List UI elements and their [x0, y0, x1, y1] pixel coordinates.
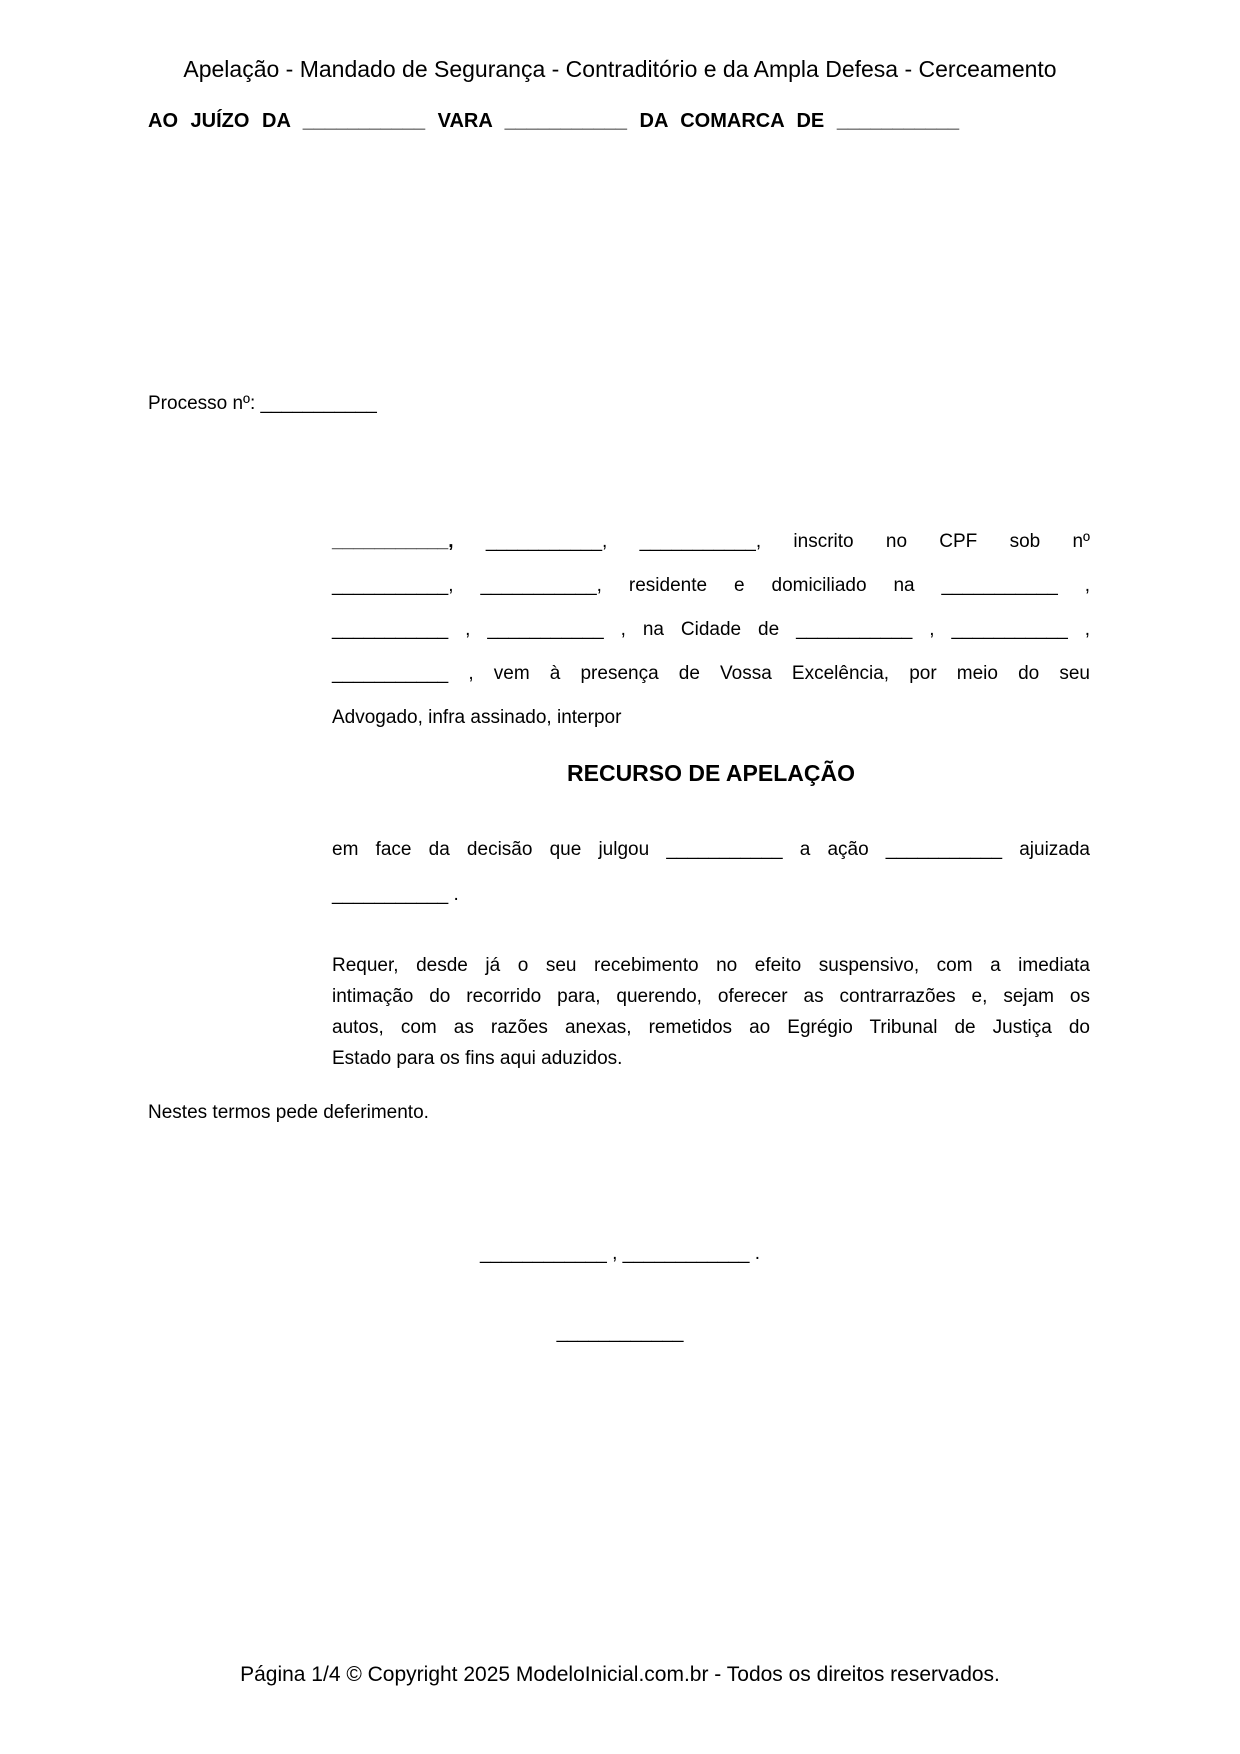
requer-paragraph [332, 950, 1090, 1074]
em-face-paragraph [332, 827, 1090, 917]
em-face-line-1: em face da decisão que julgou ___________ a ação ___________ ajuizada [332, 839, 1090, 860]
requer-line-2: intimação do recorrido para, querendo, oferecer as contrarrazões e, sejam os [332, 986, 1090, 1007]
qualification-line-1-text: ___________, ___________, inscrito no CPF sob nº [485, 531, 1090, 552]
qualification-line-5: Advogado, infra assinado, interpor [332, 707, 622, 728]
qualification-line-4: ___________ , vem à presença de Vossa Excelência, por meio do seu [332, 663, 1090, 684]
requer-line-3: autos, com as razões anexas, remetidos ao Egrégio Tribunal de Justiça do [332, 1017, 1090, 1038]
qualification-line-3: ___________ , ___________ , na Cidade de ___________ , ___________ , [332, 619, 1090, 640]
qualification-paragraph [332, 520, 1090, 740]
requer-line-4: Estado para os fins aqui aduzidos. [332, 1048, 623, 1069]
qualification-line-2: ___________, ___________, residente e domiciliado na ___________ , [332, 575, 1090, 596]
closing-line: Nestes termos pede deferimento. [148, 1102, 429, 1123]
page-footer: Página 1/4 © Copyright 2025 ModeloInicial.com.br - Todos os direitos reservados. [240, 1663, 1000, 1686]
addressing-line: AO JUÍZO DA ___________ VARA ___________ DA COMARCA DE ___________ [148, 110, 960, 132]
qualification-line-1 [332, 520, 1090, 564]
process-number-line: Processo nº: ___________ [148, 393, 377, 414]
document-title: Apelação - Mandado de Segurança - Contraditório e da Ampla Defesa - Cerceamento [183, 56, 1057, 82]
appeal-heading: RECURSO DE APELAÇÃO [567, 760, 855, 786]
party-name-blank: ___________, [332, 531, 454, 552]
place-date-line: ____________ , ____________ . [480, 1243, 760, 1264]
signature-blank-line: ____________ [556, 1322, 684, 1343]
em-face-line-2: ___________ . [332, 884, 459, 905]
requer-line-1: Requer, desde já o seu recebimento no efeito suspensivo, com a imediata [332, 955, 1090, 976]
